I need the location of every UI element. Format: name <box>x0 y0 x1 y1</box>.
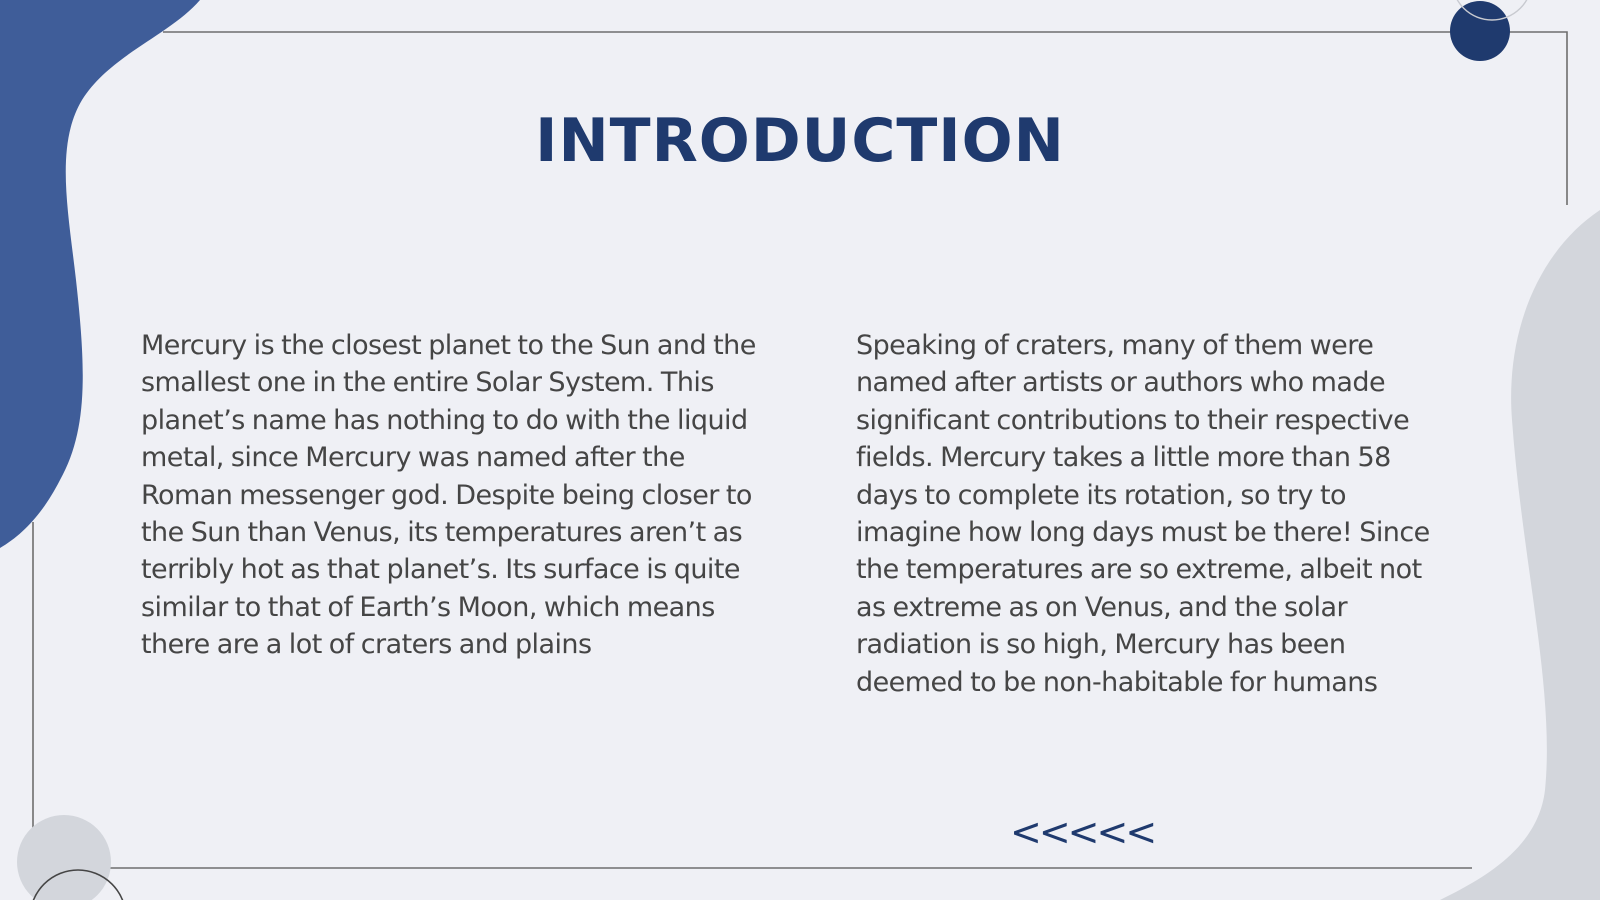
gray-circle-shape <box>17 815 111 900</box>
left-paragraph: Mercury is the closest planet to the Sun and the smallest one in the entire Solar System. This planet’s name has nothing to do with the liquid metal, since Mercury was named after the Roman messenger god. Despite being closer to the Sun than Venus, its temperatures aren’t as terribly hot as that planet’s. Its surface is quite similar to that of Earth’s Moon, which means there are a lot of craters and plains <box>141 330 756 661</box>
back-arrows-icon: <<<<< <box>1010 810 1155 854</box>
gray-blob-shape <box>1440 210 1600 900</box>
slide-title: INTRODUCTION <box>535 106 1065 176</box>
navy-circle-shape <box>1450 1 1510 61</box>
right-paragraph: Speaking of craters, many of them were named after artists or authors who made significant contributions to their respective fields. Mercury takes a little more than 58 days to complete its rotation, so try to imagine how long days must be there! Since the temperatures are so extreme, albeit not as extreme as on Venus, and the solar radiation is so high, Mercury has been deemed to be non-habitable for humans <box>856 330 1430 698</box>
